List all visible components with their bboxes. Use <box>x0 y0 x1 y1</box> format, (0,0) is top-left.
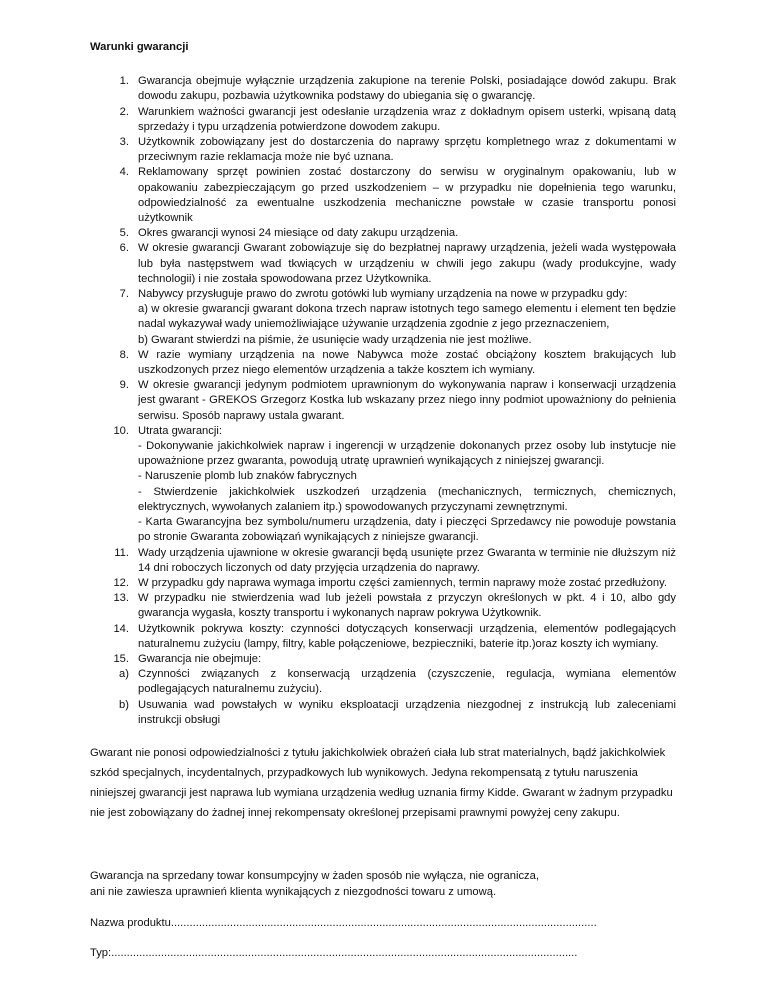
product-name-field: Nazwa produktu......................................................................................................................................... <box>90 916 597 929</box>
disclaimer-paragraph: Gwarant nie ponosi odpowiedzialności z tytułu jakichkolwiek obrażeń ciała lub strat materialnych, bądź jakichkolwiek szkód specjalnych, incydentalnych, przypadkowych lub wynikowych. Jedyna rekompensatą z tytułu naruszenia niniejszej gwarancji jest naprawa lub wymiana urządzenia według uznania firmy Kidde. Gwarant w żadnym przypadku nie jest zobowiązany do żadnej innej rekompensaty określonej przepisami prawnymi powyżej ceny zakupu. <box>90 746 673 819</box>
list-item <box>90 348 676 378</box>
list-item-number: 6. <box>119 242 129 255</box>
list-item <box>90 667 676 697</box>
list-item-text <box>138 287 676 348</box>
list-item-number: 13. <box>113 592 129 605</box>
list-item-text <box>138 378 676 424</box>
list-item-number: 2. <box>119 105 129 118</box>
list-item-text <box>138 576 676 591</box>
list-item <box>90 652 676 667</box>
list-item-number: b) <box>119 698 129 711</box>
warranty-terms-list <box>90 74 676 728</box>
list-item-paragraph: Warunkiem ważności gwarancji jest odesłanie urządzenia wraz z dokładnym opisem usterki, wpisaną datą sprzedaży i typu urządzenia potwierdzone dowodem zakupu. <box>138 105 676 133</box>
list-item-paragraph: W okresie gwarancji Gwarant zobowiązuje się do bezpłatnej naprawy urządzenia, jeżeli wada występowała lub była następstwem wad tkwiących w urządzeniu w chwili jego zakupu (wady produkcyjne, wady technologii) i nie została spowodowana przez Użytkownika. <box>138 242 676 285</box>
list-item-text <box>138 135 676 165</box>
list-item-text <box>138 546 676 576</box>
list-item-paragraph: Reklamowany sprzęt powinien zostać dostarczony do serwisu w oryginalnym opakowaniu, lub w opakowaniu zabezpieczającym go przed uszkodzeniem – w przypadku nie dopełnienia tego warunku, odpowiedzialność za ewentualne uszkodzenia mechaniczne powstałe w czasie transportu ponosi użytkownik <box>138 166 676 225</box>
list-item-number: 4. <box>119 166 129 179</box>
list-item-paragraph: a) w okresie gwarancji gwarant dokona trzech napraw istotnych tego samego elementu i element ten będzie nadal wykazywał wady uniemożliwiające używanie urządzenia zgodnie z jego przeznaczeniem, <box>138 303 676 331</box>
list-item-paragraph: Użytkownik pokrywa koszty: czynności dotyczących konserwacji urządzenia, elementów podlegających naturalnemu zużyciu (lampy, filtry, kable połączeniowe, bezpieczniki, baterie itp.)oraz koszty ich wymiany. <box>138 622 676 650</box>
list-item <box>90 165 676 226</box>
list-item-paragraph: Wady urządzenia ujawnione w okresie gwarancji będą usunięte przez Gwaranta w terminie nie dłuższym niż 14 dni roboczych liczonych od daty przyjęcia urządzenia do naprawy. <box>138 546 676 574</box>
list-item <box>90 105 676 135</box>
list-item-paragraph: Nabywcy przysługuje prawo do zwrotu gotówki lub wymiany urządzenia na nowe w przypadku gdy: <box>138 288 628 301</box>
list-item-paragraph: Utrata gwarancji: <box>138 424 222 437</box>
list-item-text <box>138 424 676 546</box>
list-item-text <box>138 591 676 621</box>
list-item-number: 15. <box>113 652 129 665</box>
list-item-text <box>138 652 676 667</box>
list-item-number: 1. <box>119 75 129 88</box>
list-item-number: 14. <box>113 622 129 635</box>
list-item <box>90 591 676 621</box>
list-item-number: 11. <box>114 546 129 559</box>
list-item-number: 12. <box>113 576 129 589</box>
list-item-paragraph: Użytkownik zobowiązany jest do dostarczenia do naprawy sprzętu kompletnego wraz z dokumentami w przeciwnym razie reklamacja może nie być uznana. <box>138 136 676 164</box>
list-item-paragraph: W razie wymiany urządzenia na nowe Nabywca może zostać obciążony kosztem brakujących lub uszkodzonych przez niego elementów urządzenia a także kosztem ich wymiany. <box>138 348 676 377</box>
list-item-text <box>138 241 676 287</box>
list-item-number: 3. <box>119 136 129 149</box>
list-item-text <box>138 226 676 241</box>
list-item-paragraph: W przypadku nie stwierdzenia wad lub jeżeli powstała z przyczyn określonych w pkt. 4 i 10, albo gdy gwarancja wygasła, koszty transportu i wykonanych napraw pokrywa Użytkownik. <box>138 592 676 620</box>
list-item-text <box>138 348 676 378</box>
list-item-number: 5. <box>119 227 129 240</box>
list-item-text <box>138 165 676 226</box>
list-item-paragraph: Okres gwarancji wynosi 24 miesiące od daty zakupu urządzenia. <box>138 227 459 240</box>
list-item-paragraph: - Naruszenie plomb lub znaków fabrycznych <box>138 470 357 483</box>
list-item-paragraph: - Dokonywanie jakichkolwiek napraw i ingerencji w urządzenie dokonanych przez osoby lub instytucje nie upoważnione przez gwaranta, powodują utratę uprawnień wynikających z niniejszej gwarancji. <box>138 440 676 468</box>
list-item-number: 7. <box>119 288 129 301</box>
list-item <box>90 135 676 165</box>
consumer-note-line-2: ani nie zawiesza uprawnień klienta wynikających z niezgodności towaru z umową. <box>90 885 497 898</box>
consumer-rights-note <box>90 868 676 900</box>
list-item <box>90 226 676 241</box>
list-item-paragraph: - Karta Gwarancyjna bez symbolu/numeru urządzenia, daty i pieczęci Sprzedawcy nie powoduje powstania po stronie Gwaranta zobowiązań wynikających z niniejsze gwarancji. <box>138 516 676 544</box>
list-item-text <box>138 698 676 728</box>
list-item <box>90 74 676 104</box>
list-item-number: 8. <box>119 348 129 361</box>
list-item-number: 9. <box>119 379 129 392</box>
list-item-text <box>138 74 676 104</box>
list-item-paragraph: W okresie gwarancji jedynym podmiotem uprawnionym do wykonywania napraw i konserwacji urządzenia jest gwarant - GREKOS Grzegorz Kostka lub wskazany przez niego inny podmiot upoważniony do pełnienia serwisu. Sposób naprawy ustala gwarant. <box>138 379 676 422</box>
list-item-paragraph: Czynności związanych z konserwacją urządzenia (czyszczenie, regulacja, wymiana elementów podlegających naturalnemu zużyciu). <box>138 668 676 696</box>
list-item-text <box>138 622 676 652</box>
list-item-paragraph: - Stwierdzenie jakichkolwiek uszkodzeń urządzenia (mechanicznych, termicznych, chemicznych, elektrycznych, wywołanych zalaniem itp.) spowodowanych przyczynami zewnętrznymi. <box>138 485 676 513</box>
list-item-paragraph: Gwarancja nie obejmuje: <box>138 652 262 665</box>
list-item <box>90 698 676 728</box>
list-item <box>90 622 676 652</box>
list-item <box>90 241 676 287</box>
list-item-paragraph: b) Gwarant stwierdzi na piśmie, że usunięcie wady urządzenia nie jest możliwe. <box>138 333 532 346</box>
list-item-paragraph: Usuwania wad powstałych w wyniku eksploatacji urządzenia niezgodnej z instrukcją lub zaleceniami instrukcji obsługi <box>138 698 676 726</box>
type-field: Typ:...................................................................................................................................................... <box>90 947 578 960</box>
list-item-number: 10. <box>113 424 129 437</box>
list-item-text <box>138 667 676 697</box>
list-item-number: a) <box>119 668 129 681</box>
list-item <box>90 424 676 546</box>
list-item-text <box>138 105 676 135</box>
list-item <box>90 287 676 348</box>
document-title: Warunki gwarancji <box>90 41 189 53</box>
list-item <box>90 576 676 591</box>
list-item-paragraph: W przypadku gdy naprawa wymaga importu części zamiennych, termin naprawy może zostać przedłużony. <box>138 576 667 589</box>
consumer-note-line-1: Gwarancja na sprzedany towar konsumpcyjny w żaden sposób nie wyłącza, nie ogranicza, <box>90 869 539 882</box>
list-item <box>90 378 676 424</box>
list-item-paragraph: Gwarancja obejmuje wyłącznie urządzenia zakupione na terenie Polski, posiadające dowód zakupu. Brak dowodu zakupu, pozbawia użytkownika podstawy do ubiegania się o gwarancję. <box>138 75 676 103</box>
list-item <box>90 546 676 576</box>
